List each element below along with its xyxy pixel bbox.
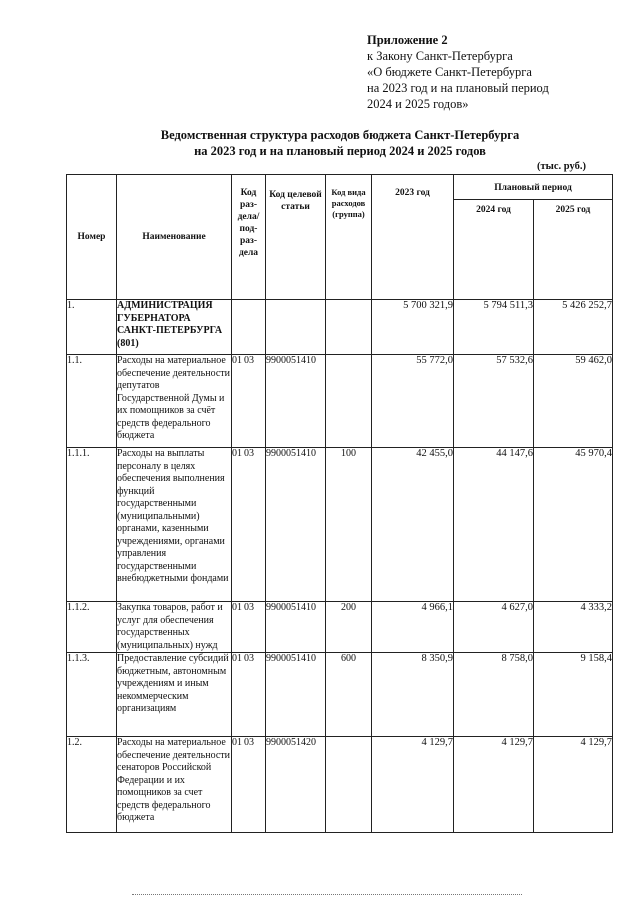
header-year-2023: 2023 год xyxy=(372,175,454,300)
row-subsection: 03 xyxy=(244,448,254,459)
row-amount-2023: 5 700 321,9 xyxy=(372,300,454,355)
row-expense-type xyxy=(326,737,372,833)
row-expense-type xyxy=(326,300,372,355)
row-amount-2024: 57 532,6 xyxy=(454,355,534,448)
budget-table xyxy=(66,174,613,833)
row-name: Предоставление субсидий бюджетным, автономным учреждениям и иным некоммерческим организациям xyxy=(117,653,232,737)
document-title-line: на 2023 год и на плановый период 2024 и 2025 годов xyxy=(194,144,486,158)
table-row xyxy=(67,448,613,602)
row-number: 1. xyxy=(67,300,117,355)
row-amount-2025: 59 462,0 xyxy=(534,355,613,448)
row-number: 1.1.3. xyxy=(67,653,117,737)
row-name: Расходы на материальное обеспечение деятельности сенаторов Российской Федерации и их помощников за счет средств федерального бюджета xyxy=(117,737,232,833)
row-amount-2025: 45 970,4 xyxy=(534,448,613,602)
row-expense-type: 100 xyxy=(326,448,372,602)
row-number: 1.1.1. xyxy=(67,448,117,602)
row-amount-2024: 8 758,0 xyxy=(454,653,534,737)
header-year-2025: 2025 год xyxy=(534,200,613,300)
header-name: Наименование xyxy=(117,175,232,300)
header-planned-period: Плановый период xyxy=(454,175,613,200)
row-subsection: 03 xyxy=(244,653,254,664)
appendix-line: 2024 и 2025 годов» xyxy=(367,97,469,111)
row-number: 1.2. xyxy=(67,737,117,833)
row-expense-type: 600 xyxy=(326,653,372,737)
row-section-code xyxy=(232,602,266,653)
row-amount-2023: 4 966,1 xyxy=(372,602,454,653)
row-section: 01 xyxy=(232,448,242,459)
appendix-line: «О бюджете Санкт-Петербурга xyxy=(367,65,532,79)
row-amount-2025: 4 333,2 xyxy=(534,602,613,653)
row-section-code xyxy=(232,355,266,448)
row-section: 01 xyxy=(232,737,242,748)
row-amount-2023: 8 350,9 xyxy=(372,653,454,737)
header-expense-type-code: Код вида расходов (группа) xyxy=(326,175,372,300)
row-amount-2024: 44 147,6 xyxy=(454,448,534,602)
table-row xyxy=(67,355,613,448)
row-section-code xyxy=(232,653,266,737)
page-bottom-rule xyxy=(132,894,522,895)
row-section: 01 xyxy=(232,355,242,366)
row-amount-2025: 4 129,7 xyxy=(534,737,613,833)
units-label: (тыс. руб.) xyxy=(537,161,586,172)
row-section-code xyxy=(232,300,266,355)
appendix-note xyxy=(367,32,617,112)
row-subsection: 03 xyxy=(244,602,254,613)
header-year-2024: 2024 год xyxy=(454,200,534,300)
row-name: Расходы на материальное обеспечение деятельности депутатов Государственной Думы и их помощников за счёт средств федерального бюджета xyxy=(117,355,232,448)
table-row xyxy=(67,300,613,355)
row-section-code xyxy=(232,448,266,602)
row-amount-2024: 4 129,7 xyxy=(454,737,534,833)
row-amount-2023: 42 455,0 xyxy=(372,448,454,602)
header-section-code: Код раз-дела/ под-раз-дела xyxy=(232,175,266,300)
header-number: Номер xyxy=(67,175,117,300)
row-amount-2024: 5 794 511,3 xyxy=(454,300,534,355)
appendix-line: на 2023 год и на плановый период xyxy=(367,81,549,95)
row-amount-2025: 5 426 252,7 xyxy=(534,300,613,355)
document-title xyxy=(60,127,620,159)
header-target-code: Код целевой статьи xyxy=(266,175,326,300)
row-target-code: 9900051410 xyxy=(266,355,326,448)
row-amount-2023: 4 129,7 xyxy=(372,737,454,833)
row-section-code xyxy=(232,737,266,833)
row-section: 01 xyxy=(232,653,242,664)
appendix-line: к Закону Санкт-Петербурга xyxy=(367,49,513,63)
row-subsection: 03 xyxy=(244,355,254,366)
row-expense-type xyxy=(326,355,372,448)
row-expense-type: 200 xyxy=(326,602,372,653)
row-target-code: 9900051420 xyxy=(266,737,326,833)
row-number: 1.1.2. xyxy=(67,602,117,653)
row-amount-2025: 9 158,4 xyxy=(534,653,613,737)
row-target-code xyxy=(266,300,326,355)
row-subsection: 03 xyxy=(244,737,254,748)
row-amount-2024: 4 627,0 xyxy=(454,602,534,653)
table-row xyxy=(67,653,613,737)
table-row xyxy=(67,602,613,653)
row-section: 01 xyxy=(232,602,242,613)
row-target-code: 9900051410 xyxy=(266,653,326,737)
document-title-line: Ведомственная структура расходов бюджета Санкт-Петербурга xyxy=(160,128,520,142)
row-name: Закупка товаров, работ и услуг для обеспечения государственных (муниципальных) нужд xyxy=(117,602,232,653)
row-number: 1.1. xyxy=(67,355,117,448)
row-target-code: 9900051410 xyxy=(266,448,326,602)
row-name: АДМИНИСТРАЦИЯ ГУБЕРНАТОРА САНКТ-ПЕТЕРБУРГА (801) xyxy=(117,300,232,355)
row-name: Расходы на выплаты персоналу в целях обеспечения выполнения функций государственными (муниципальными) органами, казенными учреждениями, органами управления государственными внебюджетными фондами xyxy=(117,448,232,602)
row-amount-2023: 55 772,0 xyxy=(372,355,454,448)
table-row xyxy=(67,737,613,833)
appendix-title: Приложение 2 xyxy=(367,33,448,47)
row-target-code: 9900051410 xyxy=(266,602,326,653)
